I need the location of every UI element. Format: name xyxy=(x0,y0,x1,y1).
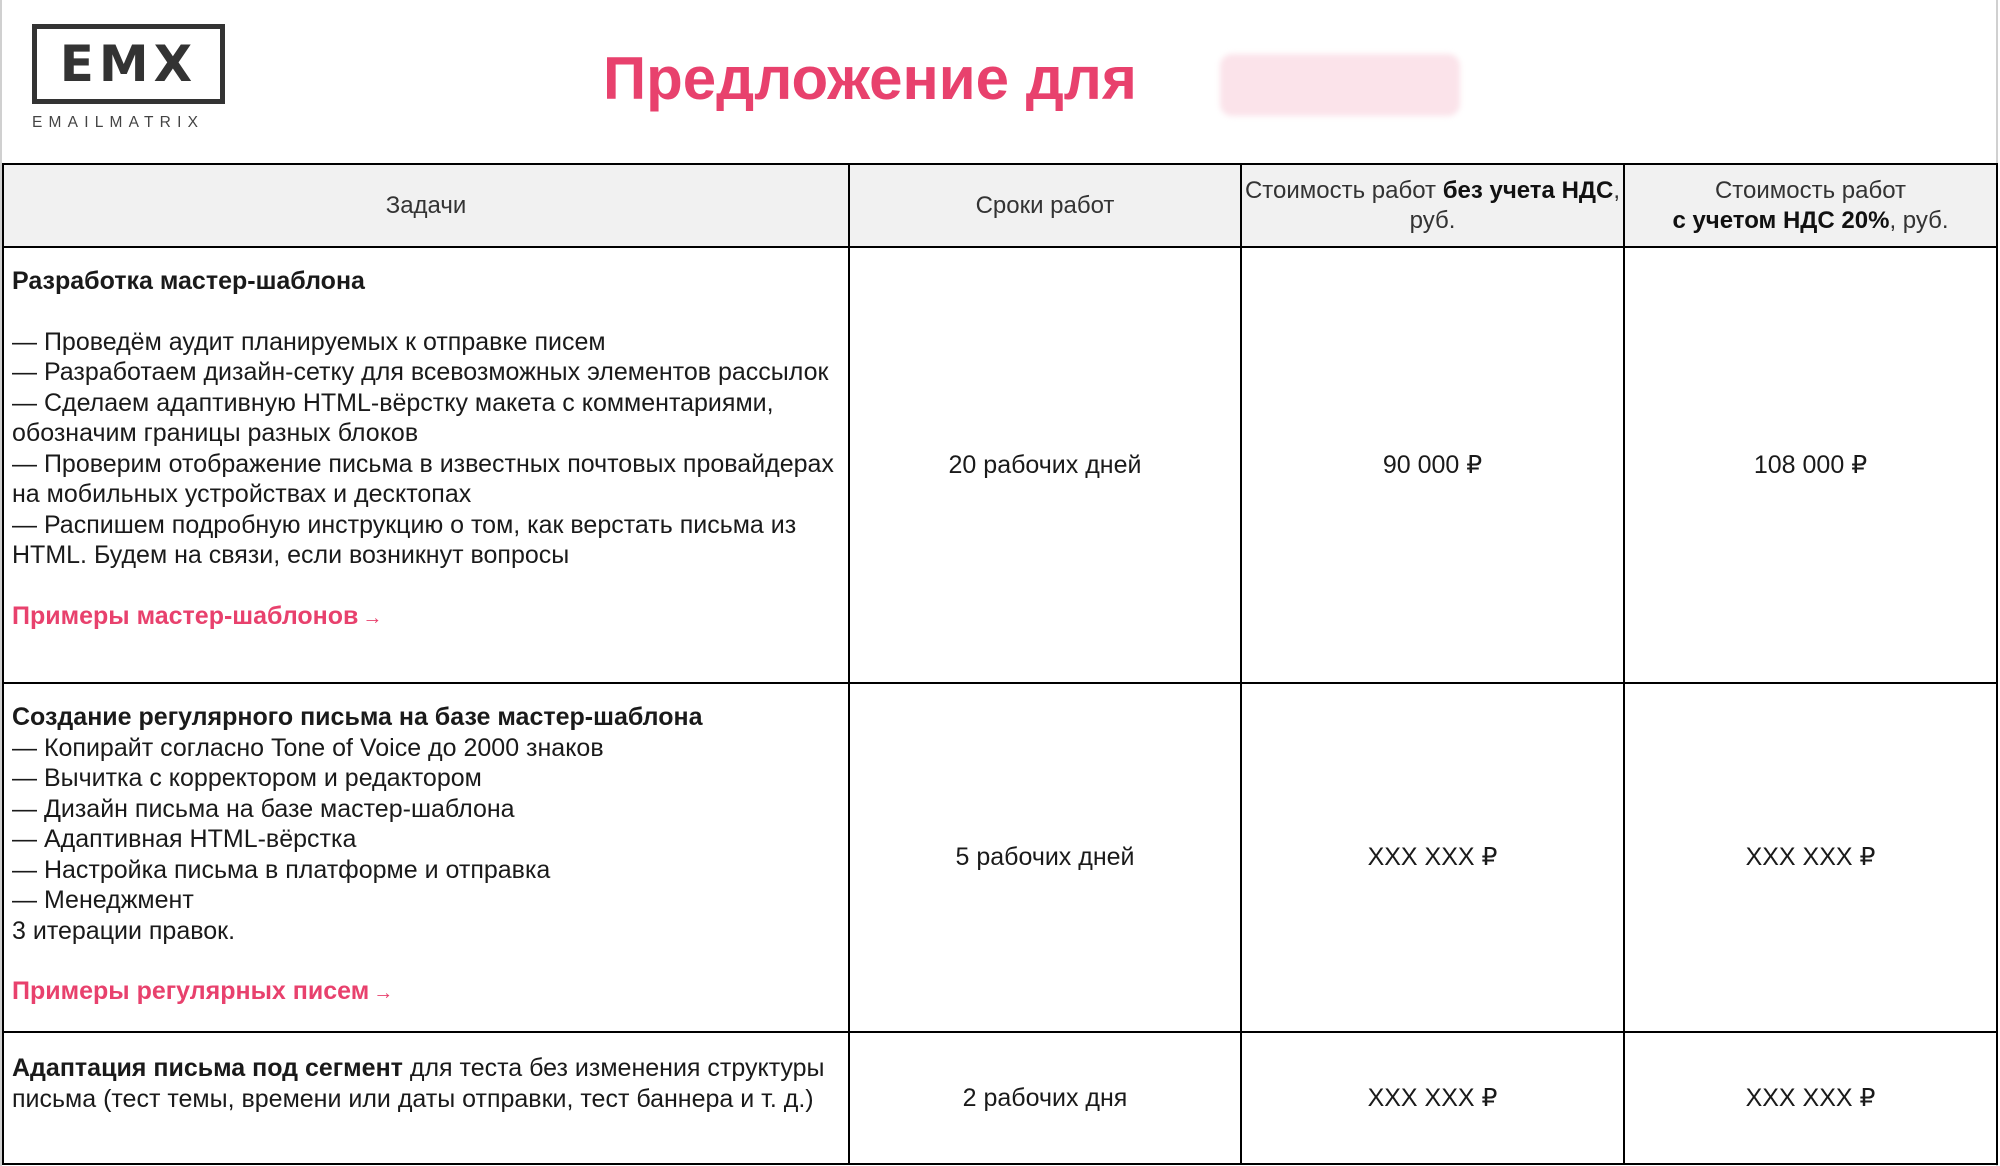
header-tasks: Задачи xyxy=(3,164,849,247)
task-line: — Вычитка с корректором и редактором xyxy=(12,764,482,792)
master-templates-examples-link[interactable]: Примеры мастер-шаблонов → xyxy=(12,601,383,630)
terms-cell: 5 рабочих дней xyxy=(849,683,1241,1032)
redacted-client-name xyxy=(1220,54,1460,116)
task-cell xyxy=(3,247,849,683)
arrow-right-icon: → xyxy=(373,982,394,1004)
task-line: — Проверим отображение письма в известных почтовых провайдерах на мобильных устройствах и десктопах xyxy=(12,449,834,508)
emx-logo xyxy=(32,24,225,104)
task-line: — Проведём аудит планируемых к отправке писем xyxy=(12,327,606,356)
table-header-row xyxy=(3,164,1997,247)
task-line: 3 итерации правок. xyxy=(12,916,236,945)
terms-cell: 20 рабочих дней xyxy=(849,247,1241,683)
header-cost-no-vat: Стоимость работ без учета НДС, руб. xyxy=(1241,164,1624,247)
logo-mark: EMX xyxy=(59,35,198,93)
cost-vat-cell: XXX XXX ₽ xyxy=(1624,1032,1997,1164)
regular-letters-examples-link[interactable]: Примеры регулярных писем → xyxy=(12,977,394,1005)
task-line: — Дизайн письма на базе мастер-шаблона xyxy=(12,794,515,823)
arrow-right-icon: → xyxy=(362,606,383,629)
task-title: Разработка мастер-шаблона xyxy=(12,267,365,295)
task-line: — Менеджмент xyxy=(12,886,194,914)
task-cell xyxy=(3,1032,849,1164)
task-line: — Разработаем дизайн-сетку для всевозможных элементов рассылок xyxy=(12,358,829,386)
cost-vat-cell: XXX XXX ₽ xyxy=(1624,683,1997,1032)
page-title: Предложение для xyxy=(603,45,1137,112)
cost-vat-cell: 108 000 ₽ xyxy=(1624,247,1997,683)
task-line: — Настройка письма в платформе и отправка xyxy=(12,855,551,884)
table-row xyxy=(3,247,1997,683)
task-line: — Распишем подробную инструкцию о том, как верстать письма из HTML. Будем на связи, если возникнут вопросы xyxy=(12,510,797,569)
header-cost-vat: Стоимость работ с учетом НДС 20%, руб. xyxy=(1624,164,1997,247)
task-cell xyxy=(3,683,849,1032)
table-row xyxy=(3,1032,1997,1164)
pricing-table xyxy=(2,163,1998,1165)
table-row xyxy=(3,683,1997,1032)
cost-no-vat-cell: XXX XXX ₽ xyxy=(1241,1032,1624,1164)
task-line: — Сделаем адаптивную HTML-вёрстку макета с комментариями, обозначим границы разных блоков xyxy=(12,388,774,447)
task-line: — Адаптивная HTML-вёрстка xyxy=(12,825,357,853)
task-title: Адаптация письма под сегмент xyxy=(12,1054,403,1082)
task-title: Создание регулярного письма на базе мастер-шаблона xyxy=(12,703,703,731)
task-line: — Копирайт согласно Tone of Voice до 2000 знаков xyxy=(12,733,604,762)
cost-no-vat-cell: 90 000 ₽ xyxy=(1241,247,1624,683)
cost-no-vat-cell: XXX XXX ₽ xyxy=(1241,683,1624,1032)
logo-subtitle: EMAILMATRIX xyxy=(32,114,205,131)
header-terms: Сроки работ xyxy=(849,164,1241,247)
task-description: для теста без изменения структуры письма (тест темы, времени или даты отправки, тест баннера и т. д.) xyxy=(12,1054,825,1113)
terms-cell: 2 рабочих дня xyxy=(849,1032,1241,1164)
